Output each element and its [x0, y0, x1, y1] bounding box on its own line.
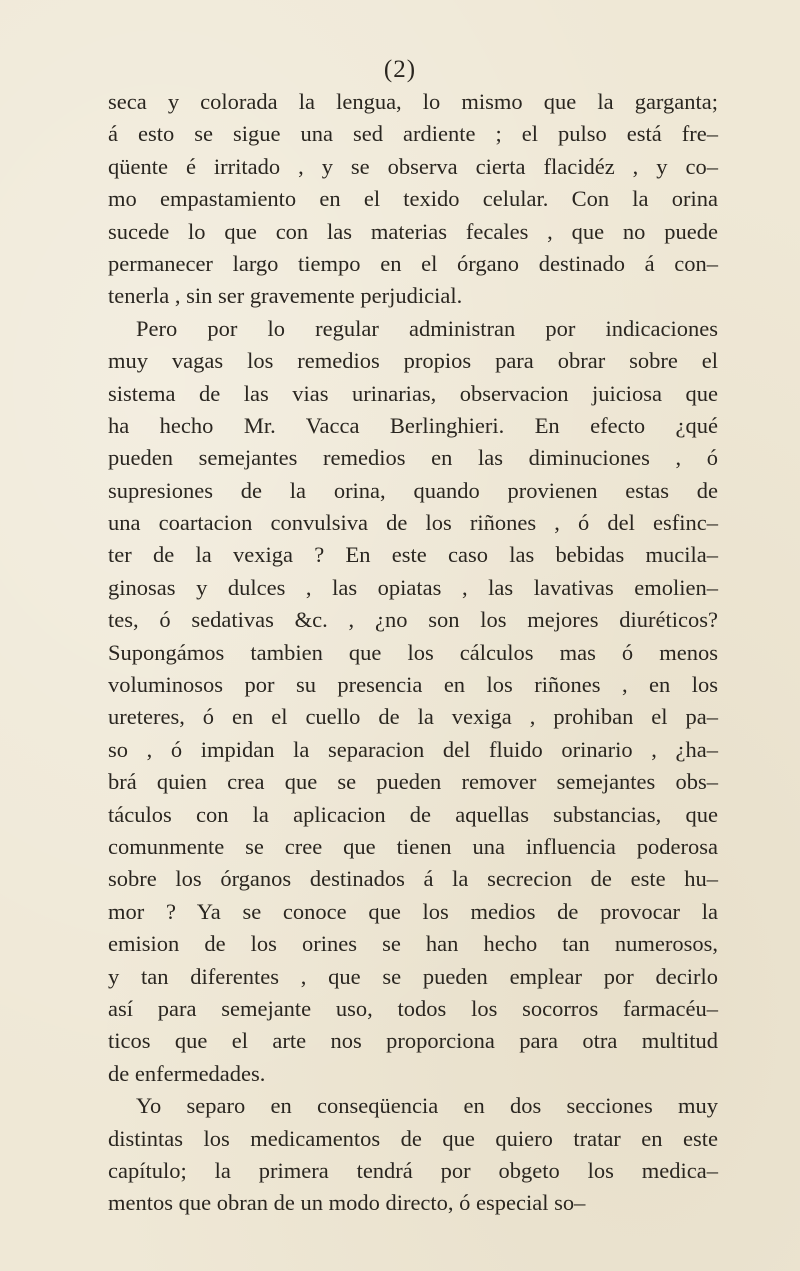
- text-line: sobre los órganos destinados á la secrecion de este hu–: [108, 866, 718, 892]
- text-line: so , ó impidan la separacion del fluido orinario , ¿ha–: [108, 736, 718, 762]
- text-line: sucede lo que con las materias fecales , que no puede: [108, 218, 718, 244]
- text-line: mor ? Ya se conoce que los medios de provocar la: [108, 898, 718, 924]
- text-line: sistema de las vias urinarias, observacion juiciosa que: [108, 380, 718, 406]
- text-line: de enfermedades.: [108, 1060, 266, 1086]
- text-line: mo empastamiento en el texido celular. Con la orina: [108, 186, 718, 212]
- paragraph: [108, 86, 718, 313]
- text-line: pueden semejantes remedios en las diminuciones , ó: [108, 445, 718, 471]
- text-line: Yo separo en conseqüencia en dos secciones muy: [136, 1093, 718, 1119]
- text-line: capítulo; la primera tendrá por obgeto los medica–: [108, 1157, 718, 1183]
- text-line: muy vagas los remedios propios para obrar sobre el: [108, 348, 718, 374]
- text-line: así para semejante uso, todos los socorros farmacéu–: [108, 995, 718, 1021]
- text-line: tenerla , sin ser gravemente perjudicial.: [108, 283, 463, 309]
- text-line: distintas los medicamentos de que quiero tratar en este: [108, 1125, 718, 1151]
- text-line: ureteres, ó en el cuello de la vexiga , prohiban el pa–: [108, 704, 718, 730]
- text-line: permanecer largo tiempo en el órgano destinado á con–: [108, 250, 718, 276]
- text-line: Supongámos tambien que los cálculos mas ó menos: [108, 639, 718, 665]
- text-line: ha hecho Mr. Vacca Berlinghieri. En efecto ¿qué: [108, 412, 718, 438]
- text-line: á esto se sigue una sed ardiente ; el pulso está fre–: [108, 121, 718, 147]
- text-line: táculos con la aplicacion de aquellas substancias, que: [108, 801, 718, 827]
- paragraph: [108, 313, 718, 1090]
- text-line: Pero por lo regular administran por indicaciones: [136, 315, 718, 341]
- text-line: comunmente se cree que tienen una influencia poderosa: [108, 833, 718, 859]
- text-line: seca y colorada la lengua, lo mismo que la garganta;: [108, 89, 718, 114]
- text-line: mentos que obran de un modo directo, ó especial so–: [108, 1190, 586, 1216]
- page-number: (2): [383, 56, 417, 83]
- text-line: supresiones de la orina, quando provienen estas de: [108, 477, 718, 503]
- paragraph: [108, 1090, 718, 1220]
- text-line: emision de los orines se han hecho tan numerosos,: [108, 931, 718, 957]
- text-line: ter de la vexiga ? En este caso las bebidas mucila–: [108, 542, 718, 568]
- text-line: y tan diferentes , que se pueden emplear por decirlo: [108, 963, 718, 989]
- text-line: ginosas y dulces , las opiatas , las lavativas emolien–: [108, 574, 718, 600]
- body-text: [108, 86, 718, 1220]
- text-line: qüente é irritado , y se observa cierta flacidéz , y co–: [108, 153, 718, 179]
- text-line: voluminosos por su presencia en los riñones , en los: [108, 672, 718, 698]
- text-line: ticos que el arte nos proporciona para otra multitud: [108, 1028, 718, 1054]
- text-line: una coartacion convulsiva de los riñones , ó del esfinc–: [108, 510, 718, 536]
- text-line: tes, ó sedativas &c. , ¿no son los mejores diuréticos?: [108, 607, 718, 633]
- text-line: brá quien crea que se pueden remover semejantes obs–: [108, 769, 718, 795]
